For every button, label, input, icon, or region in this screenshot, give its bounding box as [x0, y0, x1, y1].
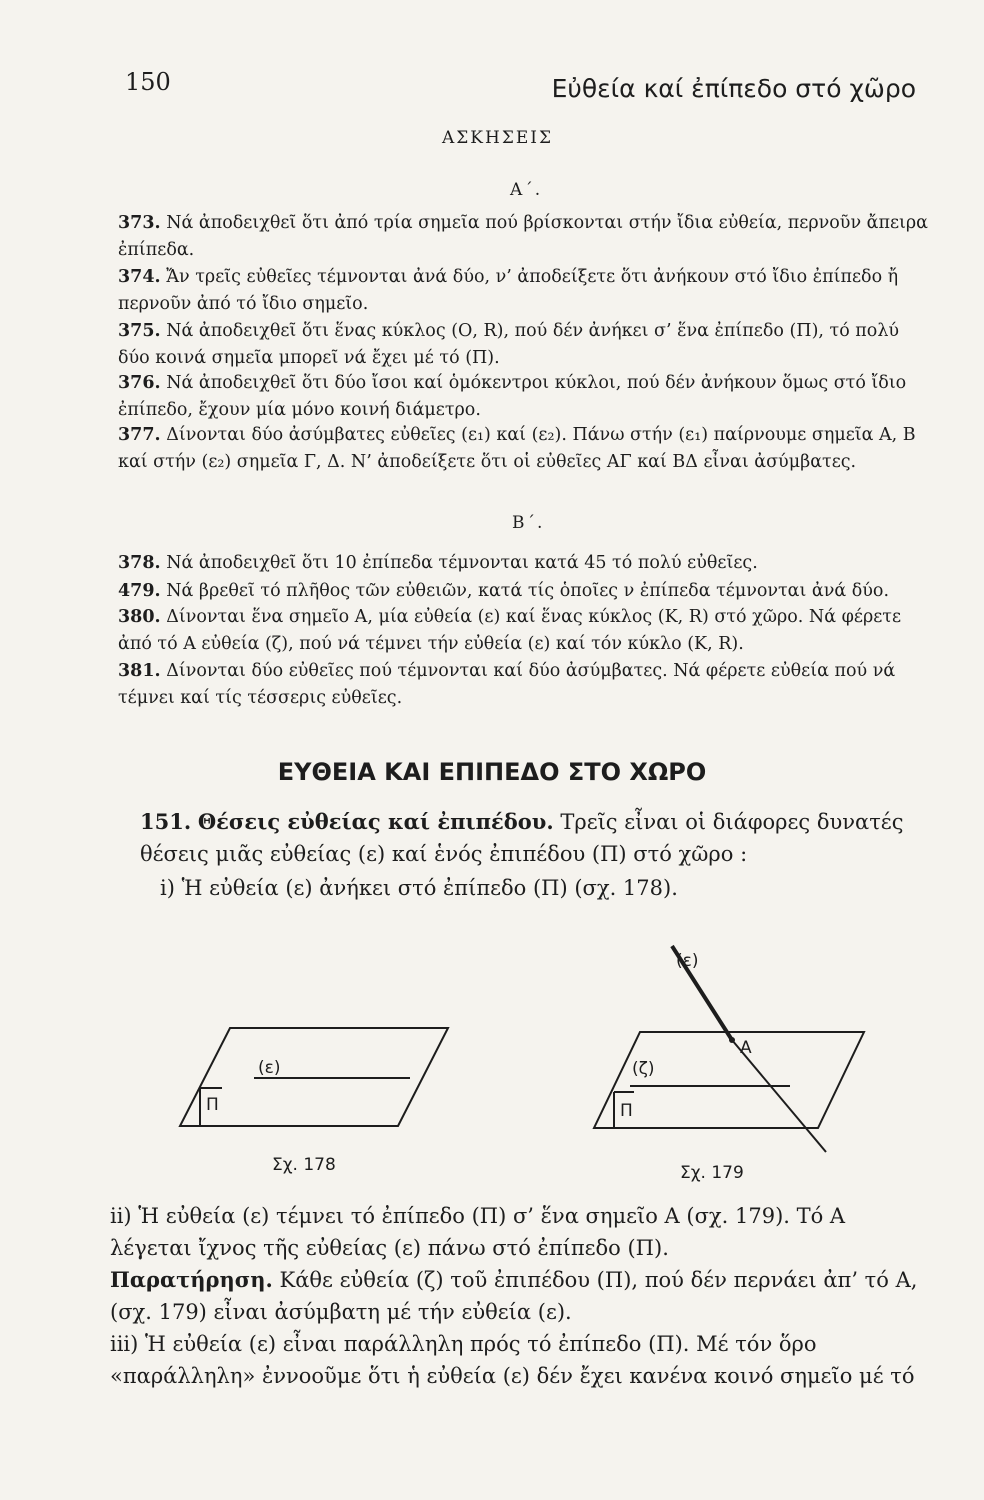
case-i: i) Ἡ εὐθεία (ε) ἀνήκει στό ἐπίπεδο (Π) (σχ. 178).	[160, 876, 678, 900]
point-a	[729, 1037, 735, 1043]
chapter-heading: ΕΥΘΕΙΑ ΚΑΙ ΕΠΙΠΕΔΟ ΣΤΟ ΧΩΡΟ	[277, 758, 707, 786]
fig179-point-label: Α	[740, 1038, 752, 1058]
exercise-number: 374.	[118, 267, 161, 287]
section-title: Θέσεις εὐθείας καί ἐπιπέδου.	[197, 809, 554, 834]
case-iii: iii) Ἡ εὐθεία (ε) εἶναι παράλληλη πρός τό ἐπίπεδο (Π). Μέ τόν ὅρο «παράλληλη» ἐννοοῦμε ὅτι ἡ εὐθεία (ε) δέν ἔχει κανένα κοινό σημεῖο μέ τό	[110, 1332, 915, 1388]
exercise-text: Δίνονται ἕνα σημεῖο Α, μία εὐθεία (ε) καί ἕνας κύκλος (Κ, R) στό χῶρο. Νά φέρετε ἀπό τό Α εὐθεία (ζ), πού νά τέμνει τήν εὐθεία (ε) καί τόν κύκλο (Κ, R).	[118, 607, 902, 654]
exercise-number: 380.	[118, 607, 161, 627]
exercise-number: 375.	[118, 321, 161, 341]
exercise-number: 376.	[118, 373, 161, 393]
exercise-number: 378.	[118, 553, 161, 573]
remark-label: Παρατήρηση.	[110, 1267, 273, 1292]
exercise-text: Δίνονται δύο ἀσύμβατες εὐθεῖες (ε₁) καί (ε₂). Πάνω στήν (ε₁) παίρνουμε σημεῖα Α, Β καί στήν (ε₂) σημεῖα Γ, Δ. Ν’ ἀποδείξετε ὅτι οἱ εὐθεῖες ΑΓ καί ΒΔ εἶναι ἀσύμβατες.	[118, 425, 916, 472]
section-intro: Τρεῖς εἶναι οἱ διάφορες δυνατές θέσεις μιᾶς εὐθείας (ε) καί ἑνός ἐπιπέδου (Π) στό χῶρο :	[140, 810, 904, 866]
page-number: 150	[125, 68, 171, 96]
exercise-text: Νά ἀποδειχθεῖ ὅτι ἕνας κύκλος (Ο, R), πού δέν ἀνήκει σ’ ἕνα ἐπίπεδο (Π), τό πολύ δύο κοινά σημεῖα μπορεῖ νά ἔχει μέ τό (Π).	[118, 321, 900, 368]
exercise-text: Νά ἀποδειχθεῖ ὅτι δύο ἴσοι καί ὁμόκεντροι κύκλοι, πού δέν ἀνήκουν ὅμως στό ἴδιο ἐπίπεδο, ἔχουν μία μόνο κοινή διάμετρο.	[118, 373, 907, 420]
running-title: Εὐθεία καί ἐπίπεδο στό χῶρο	[551, 74, 916, 103]
figure-179	[594, 946, 864, 1152]
exercise-number: 373.	[118, 213, 161, 233]
exercises-title: ΑΣΚΗΣΕΙΣ	[442, 128, 553, 148]
exercise-number: 377.	[118, 425, 161, 445]
fig178-line-label: (ε)	[258, 1058, 281, 1078]
remark	[110, 1264, 930, 1328]
fig179-inner-label: (ζ)	[632, 1059, 655, 1079]
remark-text: Κάθε εὐθεία (ζ) τοῦ ἐπιπέδου (Π), πού δέν περνάει ἀπ’ τό Α, (σχ. 179) εἶναι ἀσύμβατη μέ τήν εὐθεία (ε).	[110, 1268, 918, 1324]
fig179-line-label: (ε)	[676, 951, 699, 971]
case-ii: ii) Ἡ εὐθεία (ε) τέμνει τό ἐπίπεδο (Π) σ’ ἕνα σημεῖο Α (σχ. 179). Τό Α λέγεται ἴχνος τῆς εὐθείας (ε) πάνω στό ἐπίπεδο (Π).	[110, 1204, 846, 1260]
part-a-heading: Α΄.	[510, 180, 543, 200]
part-b-heading: Β΄.	[512, 513, 545, 533]
fig179-plane-label: Π	[620, 1101, 633, 1121]
exercise-text: Ἄν τρεῖς εὐθεῖες τέμνονται ἀνά δύο, ν’ ἀποδείξετε ὅτι ἀνήκουν στό ἴδιο ἐπίπεδο ἤ περνοῦν ἀπό τό ἴδιο σημεῖο.	[118, 267, 899, 314]
exercise-text: Νά ἀποδειχθεῖ ὅτι 10 ἐπίπεδα τέμνονται κατά 45 τό πολύ εὐθεῖες.	[166, 553, 758, 573]
fig178-caption: Σχ. 178	[272, 1155, 336, 1175]
exercise-text: Δίνονται δύο εὐθεῖες πού τέμνονται καί δύο ἀσύμβατες. Νά φέρετε εὐθεία πού νά τέμνει καί τίς τέσσερις εὐθεῖες.	[118, 661, 896, 708]
fig178-plane-label: Π	[206, 1095, 219, 1115]
exercise-text: Νά ἀποδειχθεῖ ὅτι ἀπό τρία σημεῖα πού βρίσκονται στήν ἴδια εὐθεία, περνοῦν ἄπειρα ἐπίπεδα.	[118, 213, 928, 260]
exercise-text: Νά βρεθεῖ τό πλῆθος τῶν εὐθειῶν, κατά τίς ὁποῖες ν ἐπίπεδα τέμνονται ἀνά δύο.	[166, 581, 890, 601]
plane-parallelogram	[594, 1032, 864, 1128]
figure-178	[180, 1028, 448, 1126]
fig179-caption: Σχ. 179	[680, 1163, 744, 1183]
exercise-number: 479.	[118, 581, 161, 601]
section-number: 151.	[140, 809, 192, 834]
exercise-number: 381.	[118, 661, 161, 681]
